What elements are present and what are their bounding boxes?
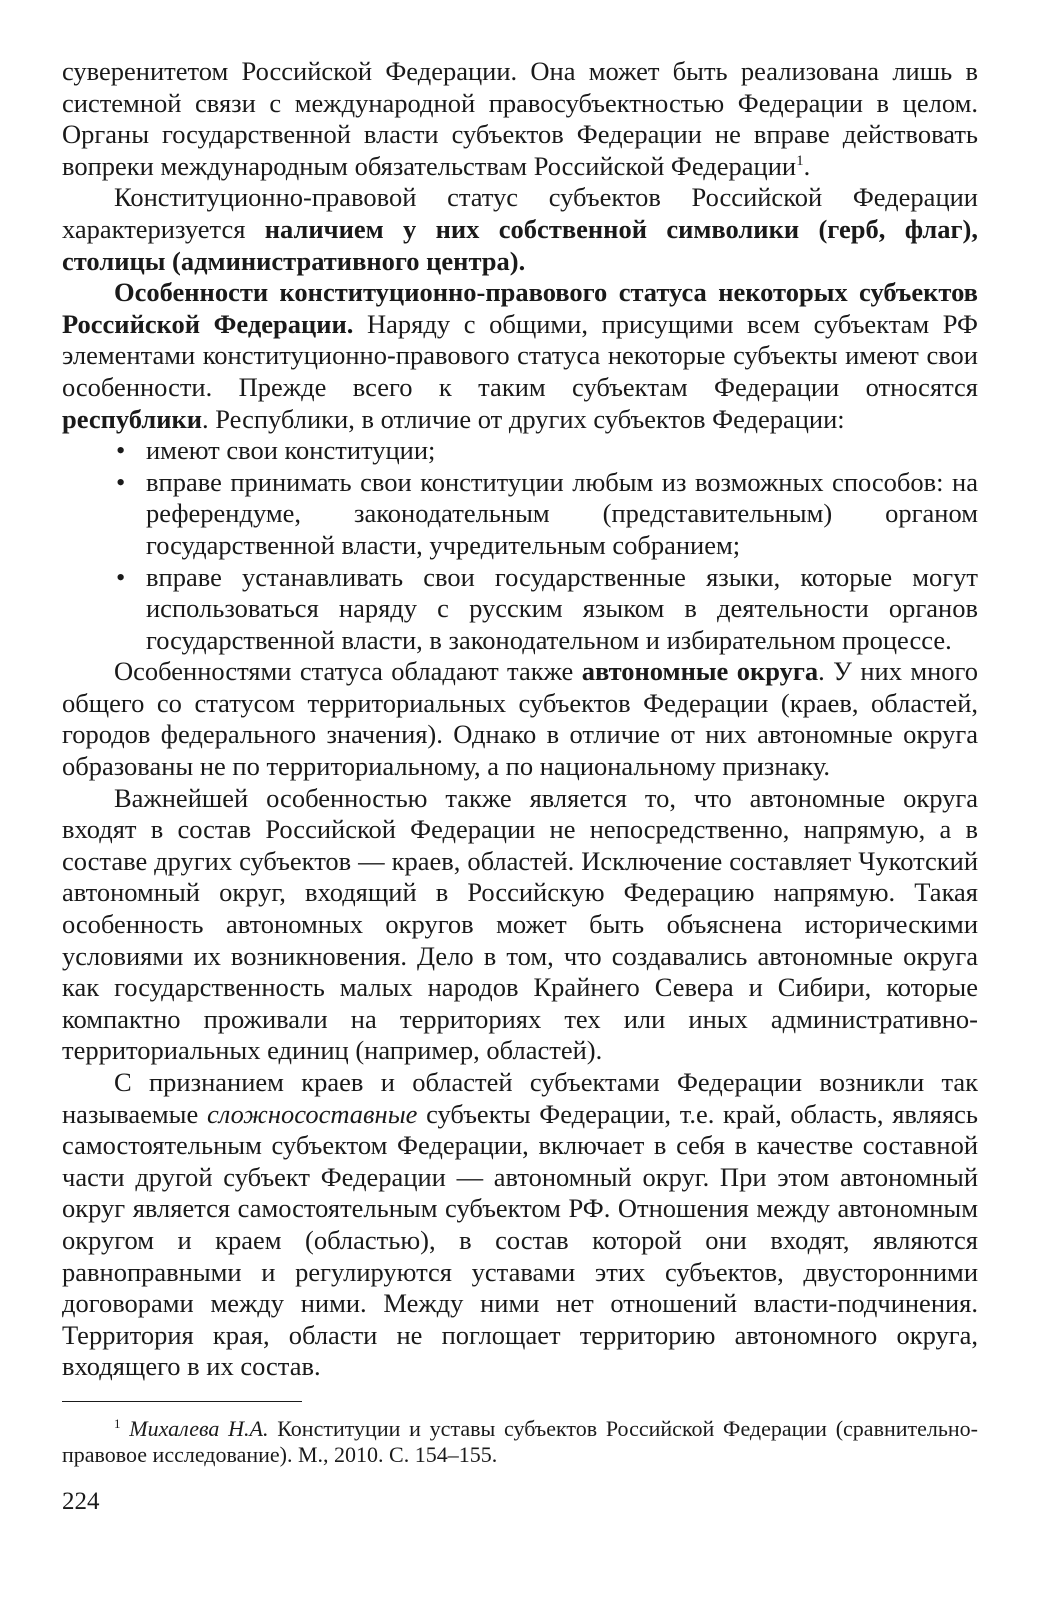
text-run: Наряду с общими, присущими всем субъектам РФ элементами конституционно-правового статуса некоторые субъекты имеют свои особенности. Прежде всего к таким субъектам Федерации относятся bbox=[62, 308, 978, 402]
footnote-ref: 1 bbox=[796, 152, 804, 169]
footnote bbox=[62, 1416, 978, 1468]
bullet-marker: • bbox=[116, 435, 126, 466]
paragraph bbox=[62, 56, 978, 182]
text-run: сложносоставные bbox=[206, 1098, 418, 1129]
bullet-item bbox=[62, 562, 978, 657]
footnote-author: Михалева Н.А. bbox=[129, 1415, 269, 1441]
footnote-text: Конституции и уставы субъектов Российской Федерации (сравнительно-правовое исследование). М., 2010. С. 154–155. bbox=[62, 1415, 978, 1467]
text-run: . bbox=[803, 150, 811, 181]
bullet-marker: • bbox=[116, 561, 126, 592]
text-run: субъекты Федерации, т.е. край, область, являясь самостоятельным субъектом Федерации, включает в себя в качестве составной части другой субъект Федерации — автономный округ. При этом автономный округ является самостоятельным субъектом РФ. Отношения между автономным округом и краем (областью), в состав которой они входят, являются равноправными и регулируются уставами этих субъектов, двусторонними договорами между ними. Между ними нет отношений власти-подчинения. Территория края, области не поглощает территорию автономного округа, входящего в их состав. bbox=[62, 1098, 978, 1382]
text-run: Особенностями статуса обладают также bbox=[114, 656, 582, 687]
page-number: 224 bbox=[62, 1488, 100, 1515]
text-run: . У них много общего со статусом территориальных субъектов Федерации (краев, областей, городов федерального значения). Однако в отличие от них автономные округа образованы не по территориальному, а по национальному признаку. bbox=[62, 656, 979, 782]
paragraph bbox=[62, 783, 978, 1067]
bullet-item bbox=[62, 435, 978, 467]
bullet-text: вправе принимать свои конституции любым из возможных способов: на референдуме, законодательным (представительным) органом государственной власти, учредительным собранием; bbox=[146, 466, 978, 560]
text-run: С признанием краев и областей субъектами Федерации возникли так называемые bbox=[62, 1067, 978, 1129]
text-run: суверенитетом Российской Федерации. Она может быть реализована лишь в системной связи с международной правосубъектностью Федерации в целом. Органы государственной власти субъектов Федерации не вправе действовать вопреки международным обязательствам Российской Федерации bbox=[62, 56, 978, 181]
footnote-marker: 1 bbox=[114, 1415, 121, 1431]
text-run: . Республики, в отличие от других субъектов Федерации: bbox=[202, 403, 845, 434]
text-run: Особенности конституционно-правового статуса некоторых субъектов Российской Федерации. bbox=[62, 277, 978, 339]
bullet-list bbox=[62, 435, 978, 656]
paragraph bbox=[62, 1067, 978, 1383]
bullet-marker: • bbox=[116, 466, 126, 497]
text-run: автономные округа bbox=[581, 656, 819, 687]
text-run: наличием у них собственной символики (герб, флаг), столицы (административного центра). bbox=[62, 213, 978, 276]
page-body bbox=[62, 56, 978, 1468]
text-run: Важнейшей особенностью также является то, что автономные округа входят в состав Российской Федерации не непосредственно, напрямую, а в составе других субъектов — краев, областей. Исключение составляет Чукотский автономный округ, входящий в Российскую Федерацию напрямую. Такая особенность автономных округов может быть объяснена историческими условиями их возникновения. Дело в том, что создавались автономные округа как государственность малых народов Крайнего Севера и Сибири, которые компактно проживали на территориях тех или иных административно-территориальных единиц (например, областей). bbox=[62, 782, 978, 1066]
paragraph bbox=[62, 182, 978, 277]
paragraphs-after bbox=[62, 656, 978, 1383]
bullet-item bbox=[62, 467, 978, 562]
bullet-text: имеют свои конституции; bbox=[146, 435, 436, 466]
paragraphs-before bbox=[62, 56, 978, 435]
paragraph bbox=[62, 656, 978, 782]
footnote-divider bbox=[62, 1401, 302, 1402]
text-run: Конституционно-правовой статус субъектов Российской Федерации характеризуется bbox=[62, 182, 978, 244]
text-run: республики bbox=[62, 403, 203, 434]
paragraph bbox=[62, 277, 978, 435]
bullet-text: вправе устанавливать свои государственные языки, которые могут использоваться наряду с русским языком в деятельности органов государственной власти, в законодательном и избирательном процессе. bbox=[146, 561, 978, 655]
